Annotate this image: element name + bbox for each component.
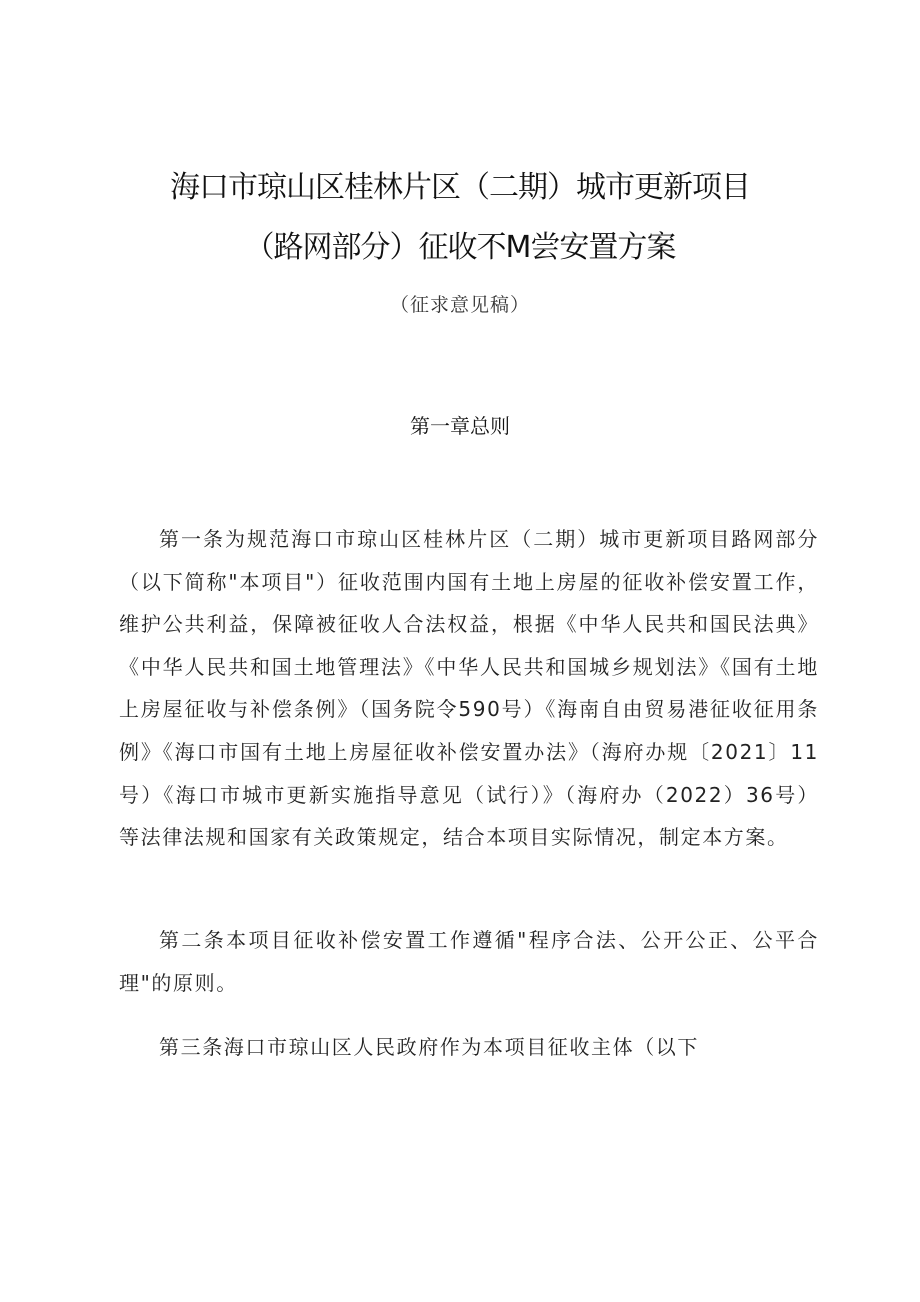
article-1-paragraph: 第一条为规范海口市琼山区桂林片区（二期）城市更新项目路网部分（以下简称"本项目"）征收范围内国有土地上房屋的征收补偿安置工作，维护公共利益，保障被征收人合法权益，根据《中华人民共和国民法典》《中华人民共和国土地管理法》《中华人民共和国城乡规划法》《国有土地上房屋征收与补偿条例》（国务院令590号）《海南自由贸易港征收征用条例》《海口市国有土地上房屋征收补偿安置办法》（海府办规〔2021〕11号）《海口市城市更新实施指导意见（试行）》（海府办（2022）36号）等法律法规和国家有关政策规定，结合本项目实际情况，制定本方案。 — [119, 527, 819, 850]
article-3-paragraph: 第三条海口市琼山区人民政府作为本项目征收主体（以下 — [159, 1035, 699, 1059]
chapter-heading: 第一章总则 — [410, 414, 510, 438]
document-title-line-1: 海口市琼山区桂林片区（二期）城市更新项目 — [170, 170, 750, 205]
article-2-paragraph: 第二条本项目征收补偿安置工作遵循"程序合法、公开公正、公平合理"的原则。 — [119, 928, 819, 995]
document-title-line-2: （路网部分）征收不M尝安置方案 — [244, 230, 676, 265]
document-subtitle: （征求意见稿） — [389, 294, 530, 316]
